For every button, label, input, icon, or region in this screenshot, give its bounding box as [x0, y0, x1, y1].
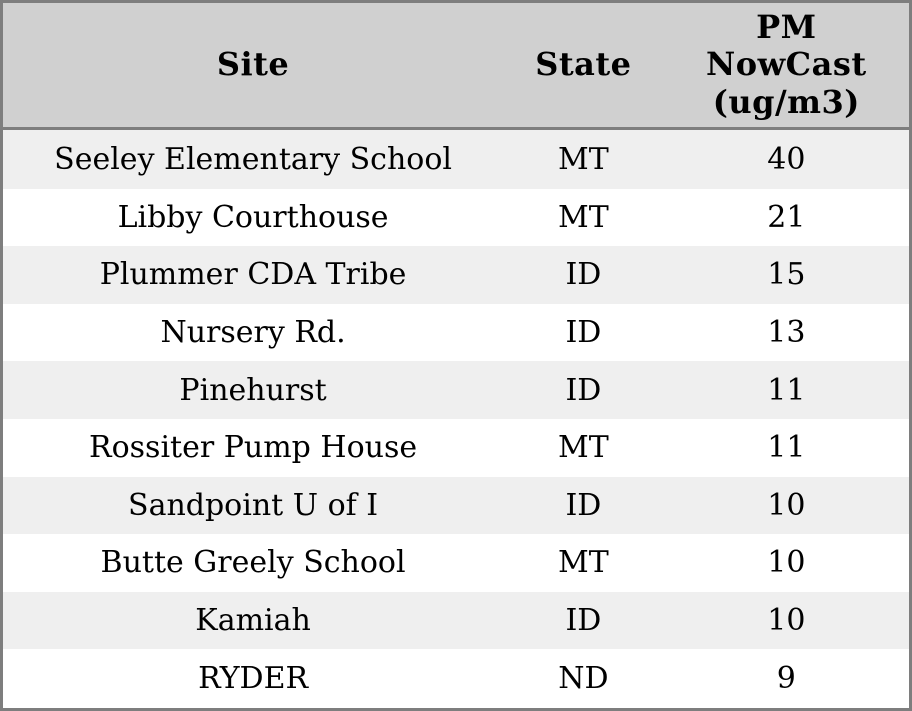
pm-nowcast-cell: 11 [767, 430, 806, 466]
site-cell: Libby Courthouse [117, 199, 389, 235]
site-cell: Nursery Rd. [160, 315, 346, 351]
pm-nowcast-cell: 10 [767, 487, 806, 523]
table-row [2, 129, 911, 189]
table-row [2, 477, 911, 535]
state-cell: MT [558, 545, 609, 581]
site-cell: Plummer CDA Tribe [99, 257, 407, 293]
table-row [2, 592, 911, 650]
column-header-pm-nowcast [664, 2, 911, 129]
site-cell: Kamiah [195, 603, 311, 639]
site-cell: Butte Greely School [100, 545, 406, 581]
table-row [2, 189, 911, 247]
pm-nowcast-cell: 11 [767, 372, 806, 408]
site-cell: Sandpoint U of I [128, 487, 379, 523]
site-cell: Pinehurst [179, 372, 327, 408]
table-row [2, 534, 911, 592]
column-header-site [2, 2, 504, 129]
table-row [2, 246, 911, 304]
table-body [2, 129, 911, 710]
state-cell: MT [558, 141, 609, 177]
column-header-state-label: State [535, 45, 632, 84]
pm-nowcast-cell: 10 [767, 603, 806, 639]
pm-nowcast-cell: 9 [776, 661, 796, 697]
pm-nowcast-cell: 40 [767, 141, 806, 177]
table-row [2, 304, 911, 362]
pm-nowcast-cell: 15 [767, 257, 806, 293]
state-cell: ID [565, 603, 602, 639]
state-cell: MT [558, 199, 609, 235]
table-header-row [2, 2, 911, 129]
table-row [2, 361, 911, 419]
pm-nowcast-cell: 13 [767, 315, 806, 351]
state-cell: ID [565, 315, 602, 351]
column-header-pm-nowcast-label: PM NowCast (ug/m3) [706, 8, 867, 121]
table-row [2, 419, 911, 477]
state-cell: MT [558, 430, 609, 466]
column-header-state [503, 2, 664, 129]
site-cell: Seeley Elementary School [54, 141, 452, 177]
state-cell: ID [565, 487, 602, 523]
pm-nowcast-cell: 21 [767, 199, 806, 235]
state-cell: ID [565, 372, 602, 408]
column-header-site-label: Site [216, 45, 290, 84]
state-cell: ID [565, 257, 602, 293]
pm-nowcast-cell: 10 [767, 545, 806, 581]
table-row [2, 649, 911, 709]
state-cell: ND [558, 661, 609, 697]
site-cell: Rossiter Pump House [89, 430, 418, 466]
site-cell: RYDER [198, 661, 309, 697]
